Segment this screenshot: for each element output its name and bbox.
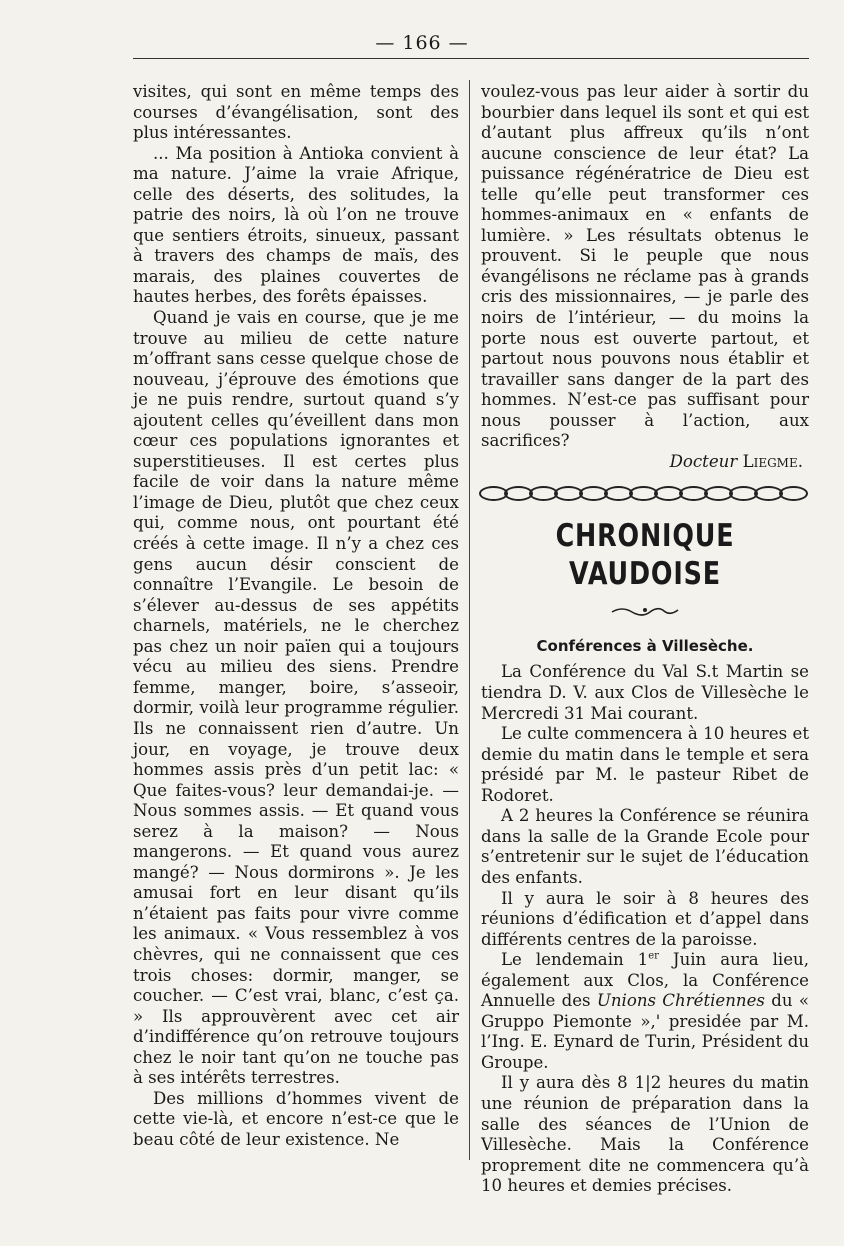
page-number: — 166 — [375,32,469,54]
column-divider [469,80,470,1160]
signature-name: Liegme. [742,451,803,471]
paragraph: Il y aura le soir à 8 heures des réunions d’édification et d’appel dans différents centres de la paroisse. [481,888,809,949]
paragraph: visites, qui sont en même temps des courses d’évangélisation, sont des plus intéressantes. [133,82,459,143]
text-fragment: Juin aura lieu, également aux Clos, la Conférence Annuelle des [481,950,809,1011]
ornament-chain [481,486,809,501]
subheading: Conférences à Villesèche. [536,636,754,655]
paragraph [481,950,809,1073]
section-title: CHRONIQUE VAUDOISE [555,518,735,593]
paragraph: Le culte commencera à 10 heures et demie du matin dans le temple et sera présidé par M. le pasteur Ribet de Rodoret. [481,724,809,805]
paragraph: Quand je vais en course, que je me trouve au milieu de cette nature m’offrant sans cesse quelque chose de nouveau, j’éprouve des émotions que je ne puis rendre, surtout quand s’y ajoutent celles qu’éveillent dans mon cœur ces populations ignorantes et superstitieuses. Il est certes plus facile de voir dans la nature même l’image de Dieu, plutôt que chez ceux qui, comme nous, ont pourtant été créés à cette image. Il n’y a chez ces gens aucun désir conscient de connaître l’Evangile. Le besoin de s’élever au-dessus de ses appétits charnels, matériels, ne le cherchez pas chez un noir païen qui a toujours vécu au milieu des siens. Prendre femme, manger, boire, s’asseoir, dormir, voilà leur programme régulier. Ils ne connaissent rien d’autre. Un jour, en voyage, je trouve deux hommes assis près d’un petit lac: « Que faites-vous? leur demandai-je. — Nous sommes assis. — Et quand vous serez à la maison? — Nous mangerons. — Et quand vous aurez mangé? — Nous dormirons ». Je les amusai fort en leur disant qu’ils n’étaient pas faits pour vivre comme les animaux. « Vous ressemblez à vos chèvres, qui ne connaissent que ces trois choses: dormir, manger, se coucher. — C’est vrai, blanc, c’est ça. » Ils approuvèrent avec cet air d’indifférence qu’on retrouve toujours chez le noir tant qu’on ne touche pas à ses intérêts terrestres. [133,308,459,1088]
header-rule [133,58,809,59]
paragraph: Des millions d’hommes vivent de cette vie-là, et encore n’est-ce que le beau côté de leur existence. Ne [133,1088,459,1149]
paragraph: voulez-vous pas leur aider à sortir du bourbier dans lequel ils sont et qui est d’autant plus affreux qu’ils n’ont aucune conscience de leur état? La puissance régénératrice de Dieu est telle qu’elle peut transformer ces hommes-animaux en « enfants de lumière. » Les résultats obtenus le prouvent. Si le peuple que nous évangélisons ne réclame pas à grands cris des missionnaires, — je parle des noirs de l’intérieur, — du moins la porte nous est ouverte partout, et partout nous pouvons nous établir et travailler sans danger de la part des hommes. N’est-ce pas suffisant pour nous pousser à l’action, aux sacrifices? [481,82,809,451]
signature [481,452,809,473]
text-fragment: du « Gruppo Piemonte »,' presidée par M. l’Ing. E. Eynard de Turin, Président du Groupe. [481,991,809,1072]
emphasis: Unions Chrétiennes [596,991,765,1011]
text-fragment: Le lendemain 1 [501,950,649,970]
paragraph: ... Ma position à Antioka convient à ma nature. J’aime la vraie Afrique, celle des déserts, des solitudes, la patrie des noirs, là où l’on ne trouve que sentiers étroits, sinueux, passant à travers des champs de maïs, des marais, des plaines couvertes de hautes herbes, des forêts épaisses. [133,143,459,307]
paragraph: La Conférence du Val S.t Martin se tiendra D. V. aux Clos de Villesèche le Mercredi 31 Mai courant. [481,662,809,723]
paragraph: A 2 heures la Conférence se réunira dans la salle de la Grande Ecole pour s’entretenir sur le sujet de l’éducation des enfants. [481,806,809,887]
superscript: er [648,950,659,962]
paragraph: Il y aura dès 8 1|2 heures du matin une réunion de préparation dans la salle des séances de l’Union de Villesèche. Mais la Conférence proprement dite ne commencera qu’à 10 heures et demies précises. [481,1073,809,1196]
signature-title: Docteur [669,451,738,471]
right-column [481,82,809,1197]
swash-ornament [481,603,809,624]
left-column [133,82,459,1150]
